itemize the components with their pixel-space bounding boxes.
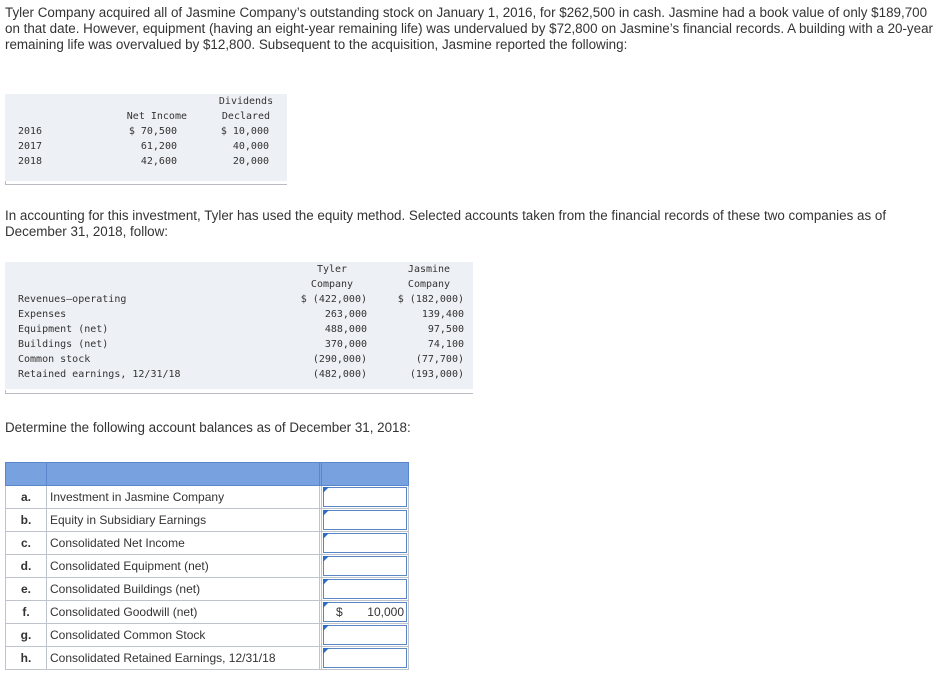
header-declared: Declared [221, 111, 271, 122]
dividends-cell: 40,000 [232, 141, 269, 152]
input-marker-icon [323, 487, 329, 493]
answer-label: g. [6, 624, 47, 647]
answer-row [6, 578, 409, 601]
table-rule [5, 181, 287, 185]
input-marker-icon [323, 556, 329, 562]
header-jasmine: Jasmine [407, 264, 451, 275]
table-rule [5, 390, 473, 394]
answer-table [5, 462, 409, 670]
answer-input-cell[interactable] [322, 509, 409, 532]
answer-row [6, 532, 409, 555]
answer-input[interactable] [323, 533, 407, 553]
header-dividends: Dividends [218, 96, 274, 107]
answer-label: e. [6, 578, 47, 601]
jasmine-value-cell: 139,400 [421, 309, 464, 320]
answer-label: h. [6, 647, 47, 670]
input-marker-icon [323, 648, 329, 654]
account-name-cell: Retained earnings, 12/31/18 [18, 369, 181, 380]
answer-description: Consolidated Goodwill (net) [47, 601, 320, 624]
question-text: Determine the following account balances as of December 31, 2018: [5, 420, 411, 435]
intro-paragraph: Tyler Company acquired all of Jasmine Company’s outstanding stock on January 1, 2016, for $262,500 in cash. Jasmine had a book value of only $189,700 on that date. However, equipment (having an eight-year remaining life) was undervalued by $72,800 on Jasmine’s financial records. A building with a 20-year remaining life was overvalued by $12,800. Subsequent to the acquisition, Jasmine reported the following: [5, 5, 933, 52]
answer-input-cell[interactable] [322, 532, 409, 555]
account-name-cell: Equipment (net) [18, 324, 109, 335]
year-cell: 2018 [18, 156, 43, 167]
input-marker-icon [323, 602, 329, 608]
answer-label: b. [6, 509, 47, 532]
answer-input-cell[interactable] [322, 486, 409, 509]
answer-row [6, 486, 409, 509]
account-name-cell: Revenues–operating [18, 294, 127, 305]
answer-description: Consolidated Net Income [47, 532, 320, 555]
tyler-value-cell: (290,000) [312, 354, 367, 365]
jasmine-value-cell: 97,500 [427, 324, 464, 335]
net-income-cell: 42,600 [140, 156, 177, 167]
input-marker-icon [323, 510, 329, 516]
answer-input-cell[interactable] [322, 601, 409, 624]
dividends-table [5, 94, 287, 181]
answer-description: Equity in Subsidiary Earnings [47, 509, 320, 532]
answer-input[interactable] [323, 579, 407, 599]
answer-label: c. [6, 532, 47, 555]
tyler-value-cell: 263,000 [324, 309, 367, 320]
answer-input-cell[interactable] [322, 647, 409, 670]
answer-label: f. [6, 601, 47, 624]
answer-description: Investment in Jasmine Company [47, 486, 320, 509]
tyler-value-cell: 370,000 [324, 339, 367, 350]
jasmine-value-cell: 74,100 [427, 339, 464, 350]
answer-row [6, 601, 409, 624]
tyler-value-cell: (482,000) [312, 369, 367, 380]
input-marker-icon [323, 533, 329, 539]
answer-input-cell[interactable] [322, 555, 409, 578]
header-tyler-company: Company [310, 279, 354, 290]
answer-row [6, 555, 409, 578]
answer-row [6, 647, 409, 670]
answer-input[interactable] [323, 487, 407, 507]
accounts-table [5, 262, 473, 389]
answer-description: Consolidated Buildings (net) [47, 578, 320, 601]
tyler-value-cell: $ (422,000) [300, 294, 367, 305]
middle-paragraph: In accounting for this investment, Tyler has used the equity method. Selected accounts taken from the financial records of these two companies as of December 31, 2018, follow: [5, 208, 887, 239]
net-income-cell: $ 70,500 [128, 126, 177, 137]
input-marker-icon [323, 625, 329, 631]
account-name-cell: Common stock [18, 354, 91, 365]
dividends-cell: $ 10,000 [220, 126, 269, 137]
answer-input[interactable] [323, 510, 407, 530]
account-name-cell: Buildings (net) [18, 339, 109, 350]
jasmine-value-cell: (77,700) [415, 354, 464, 365]
jasmine-value-cell: $ (182,000) [397, 294, 464, 305]
answer-description: Consolidated Retained Earnings, 12/31/18 [47, 647, 320, 670]
answer-input[interactable] [323, 625, 407, 645]
answer-input-cell[interactable] [322, 578, 409, 601]
year-cell: 2016 [18, 126, 43, 137]
answer-description: Consolidated Equipment (net) [47, 555, 320, 578]
account-name-cell: Expenses [18, 309, 67, 320]
header-jasmine-company: Company [407, 279, 451, 290]
answer-label: d. [6, 555, 47, 578]
year-cell: 2017 [18, 141, 43, 152]
answer-description: Consolidated Common Stock [47, 624, 320, 647]
answer-input[interactable] [323, 556, 407, 576]
dividends-cell: 20,000 [232, 156, 269, 167]
answer-input[interactable] [323, 648, 407, 668]
net-income-cell: 61,200 [140, 141, 177, 152]
jasmine-value-cell: (193,000) [409, 369, 464, 380]
answer-input-cell[interactable] [322, 624, 409, 647]
answer-row [6, 624, 409, 647]
answer-label: a. [6, 486, 47, 509]
dollar-sign: $ [336, 605, 343, 619]
header-net-income: Net Income [126, 111, 187, 122]
answer-row [6, 509, 409, 532]
answer-value: 10,000 [367, 605, 404, 619]
input-marker-icon [323, 579, 329, 585]
header-tyler: Tyler [316, 264, 348, 275]
answer-table-header [6, 463, 409, 486]
tyler-value-cell: 488,000 [324, 324, 367, 335]
